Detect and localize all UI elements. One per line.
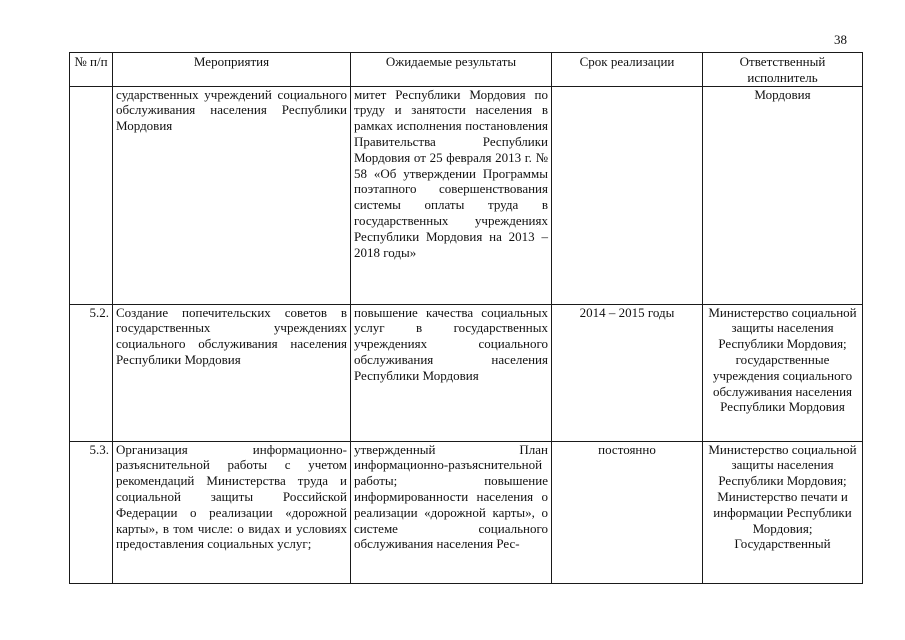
row-results: митет Республики Мордовия по труду и занятости населения в рамках исполнения постановления Правительства Республики Мордовия от 25 февраля 2013 г. № 58 «Об утверждении Программы поэтапного совершенствования системы оплаты труда в государственных учреждениях Республики Мордовия на 2013 – 2018 годы» [351,86,552,304]
row-results: утвержденный План информационно-разъяснительной работы; повышение информированности населения о реализации «дорожной карты», о системе социального обслуживания населения Рес- [351,441,552,583]
column-header-activity: Мероприятия [113,53,351,87]
table-header-row [70,53,863,87]
row-number: 5.3. [70,441,113,583]
row-term: 2014 – 2015 годы [552,304,703,441]
table-row [70,441,863,583]
column-header-results: Ожидаемые результаты [351,53,552,87]
row-activity: сударственных учреждений социального обслуживания населения Республики Мордовия [113,86,351,304]
row-activity: Создание попечительских советов в государственных учреждениях социального обслуживания населения Республики Мордовия [113,304,351,441]
row-number [70,86,113,304]
page-number: 38 [834,32,847,47]
row-results: повышение качества социальных услуг в государственных учреждениях социального обслуживания населения Республики Мордовия [351,304,552,441]
row-executor: Министерство социальной защиты населения Республики Мордовия; государственные учреждения социального обслуживания населения Республики Мордовия [703,304,863,441]
row-term [552,86,703,304]
row-term: постоянно [552,441,703,583]
row-number: 5.2. [70,304,113,441]
table-row [70,86,863,304]
row-executor: Министерство социальной защиты населения Республики Мордовия; Министерство печати и информации Республики Мордовия; Государственный [703,441,863,583]
row-activity: Организация информационно-разъяснительной работы с учетом рекомендаций Министерства труда и социальной защиты Российской Федерации о реализации «дорожной карты», в том числе: о видах и условиях предоставления социальных услуг; [113,441,351,583]
column-header-term: Срок реализации [552,53,703,87]
column-header-executor: Ответственный исполнитель [703,53,863,87]
column-header-number: № п/п [70,53,113,87]
plan-table [69,52,863,584]
table-row [70,304,863,441]
row-executor: Мордовия [703,86,863,304]
